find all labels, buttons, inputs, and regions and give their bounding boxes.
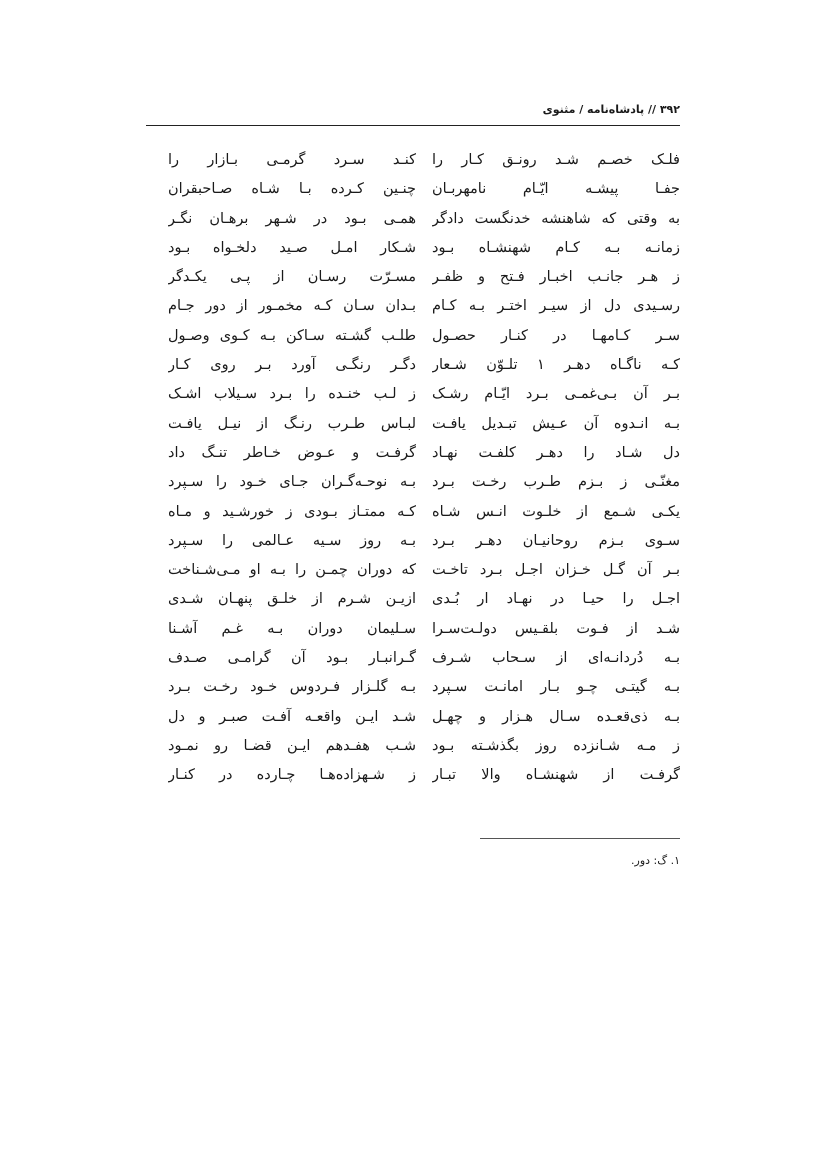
verse-line: ز شـهزاده‌هـا چـارده در کنـار [168,767,416,784]
verse-line: ازیـن شـرم از خلـق پنهـان شـدی [168,591,416,608]
verse-line: شـد ایـن واقعـه آفـت صبـر و دل [168,708,416,725]
verse-line: زمانـه بـه کـام شهنشـاه بـود [432,239,680,256]
poem-column-right [432,146,680,791]
verse-line: ز لـب خنـده را بـرد سـیلاب اشـک [168,386,416,403]
verse-line: به وقتی که شاهنشه خدنگست دادگر [432,210,680,227]
verse-line: سـوی بـزم روحانیـان دهـر بـرد [432,532,680,549]
verse-line: بـه انـدوه آن عـیش تبـدیل یافـت [432,415,680,432]
verse-line: مسـرّت رسـان از پـی یکـدگر [168,269,416,286]
verse-line: بـه ذی‌قعـده سـال هـزار و چهـل [432,708,680,725]
verse-line: بـر آن گـل خـزان اجـل بـرد تاخـت [432,562,680,579]
footnote-divider [480,838,680,839]
verse-line: یکـی شـمع از خلـوت انـس شـاه [432,503,680,520]
verse-line: سـلیمان دوران بـه غـم آشـنا [168,620,416,637]
verse-line: بـه روز سـیه عـالمی را سـپرد [168,532,416,549]
verse-line: سـر کـامهـا در کنـار حصـول [432,327,680,344]
verse-line: گرفـت و عـوض خـاطر تنـگ داد [168,444,416,461]
verse-line: بـر آن بـی‌غمـی بـرد ایّـام رشـک [432,386,680,403]
verse-line: ز مـه شـانزده روز بگذشـته بـود [432,737,680,754]
verse-line: بـه نوحـه‌گـران جـای خـود را سـپرد [168,474,416,491]
verse-line: بـدان سـان کـه مخمـور از دور جـام [168,298,416,315]
footnote: ۱. گ: دور. [631,854,680,867]
verse-line: بـه گلـزار فـردوس خـود رخـت بـرد [168,679,416,696]
verse-line: که دوران چمـن را بـه او مـی‌شـناخت [168,562,416,579]
verse-line: شـد از فـوت بلقـیس دولـت‌سـرا [432,620,680,637]
verse-line: چنـین کـرده بـا شـاه صـاحبقران [168,181,416,198]
verse-line: کـه ممتـاز بـودی ز خورشـید و مـاه [168,503,416,520]
verse-line: بـه دُردانـه‌ای از سـحاب شـرف [432,650,680,667]
verse-line: لبـاس طـرب رنـگ از نیـل یافـت [168,415,416,432]
verse-line: گرفـت از شهنشـاه والا تبـار [432,767,680,784]
header-divider [146,125,680,126]
verse-line: کـه ناگـاه دهـر ۱ تلـوّن شـعار [432,357,680,374]
verse-line: رسـیدی دل از سیـر اختـر بـه کـام [432,298,680,315]
verse-line: همـی بـود در شـهر برهـان نگـر [168,210,416,227]
verse-line: کنـد سـرد گرمـی بـازار را [168,152,416,168]
page-header: ۳۹۲ // پادشاه‌نامه / مثنوی [542,103,680,116]
verse-line: جفـا پیشـه ایّـام نامهربـان [432,181,680,198]
verse-line: دگـر رنگـی آورد بـر روی کـار [168,357,416,374]
verse-line: شـب هفـدهم ایـن قضـا رو نمـود [168,737,416,754]
verse-line: طلـب گشـته سـاکن بـه کـوی وصـول [168,327,416,344]
verse-line: شـکار امـل صـید دلخـواه بـود [168,239,416,256]
poem-column-left [168,146,416,791]
verse-line: ز هـر جانـب اخبـار فـتح و ظفـر [432,269,680,286]
verse-line: فلـک خصـم شـد رونـق کـار را [432,152,680,168]
verse-line: مغنّـی ز بـزم طـرب رخـت بـرد [432,474,680,491]
verse-line: اجـل را حیـا در نهـاد ار بُـدی [432,591,680,608]
verse-line: گـرانبـار بـود آن گرامـی صـدف [168,650,416,667]
verse-line: دل شـاد را دهـر کلفـت نهـاد [432,444,680,461]
verse-line: بـه گیتـی چـو بـار امانـت سـپرد [432,679,680,696]
